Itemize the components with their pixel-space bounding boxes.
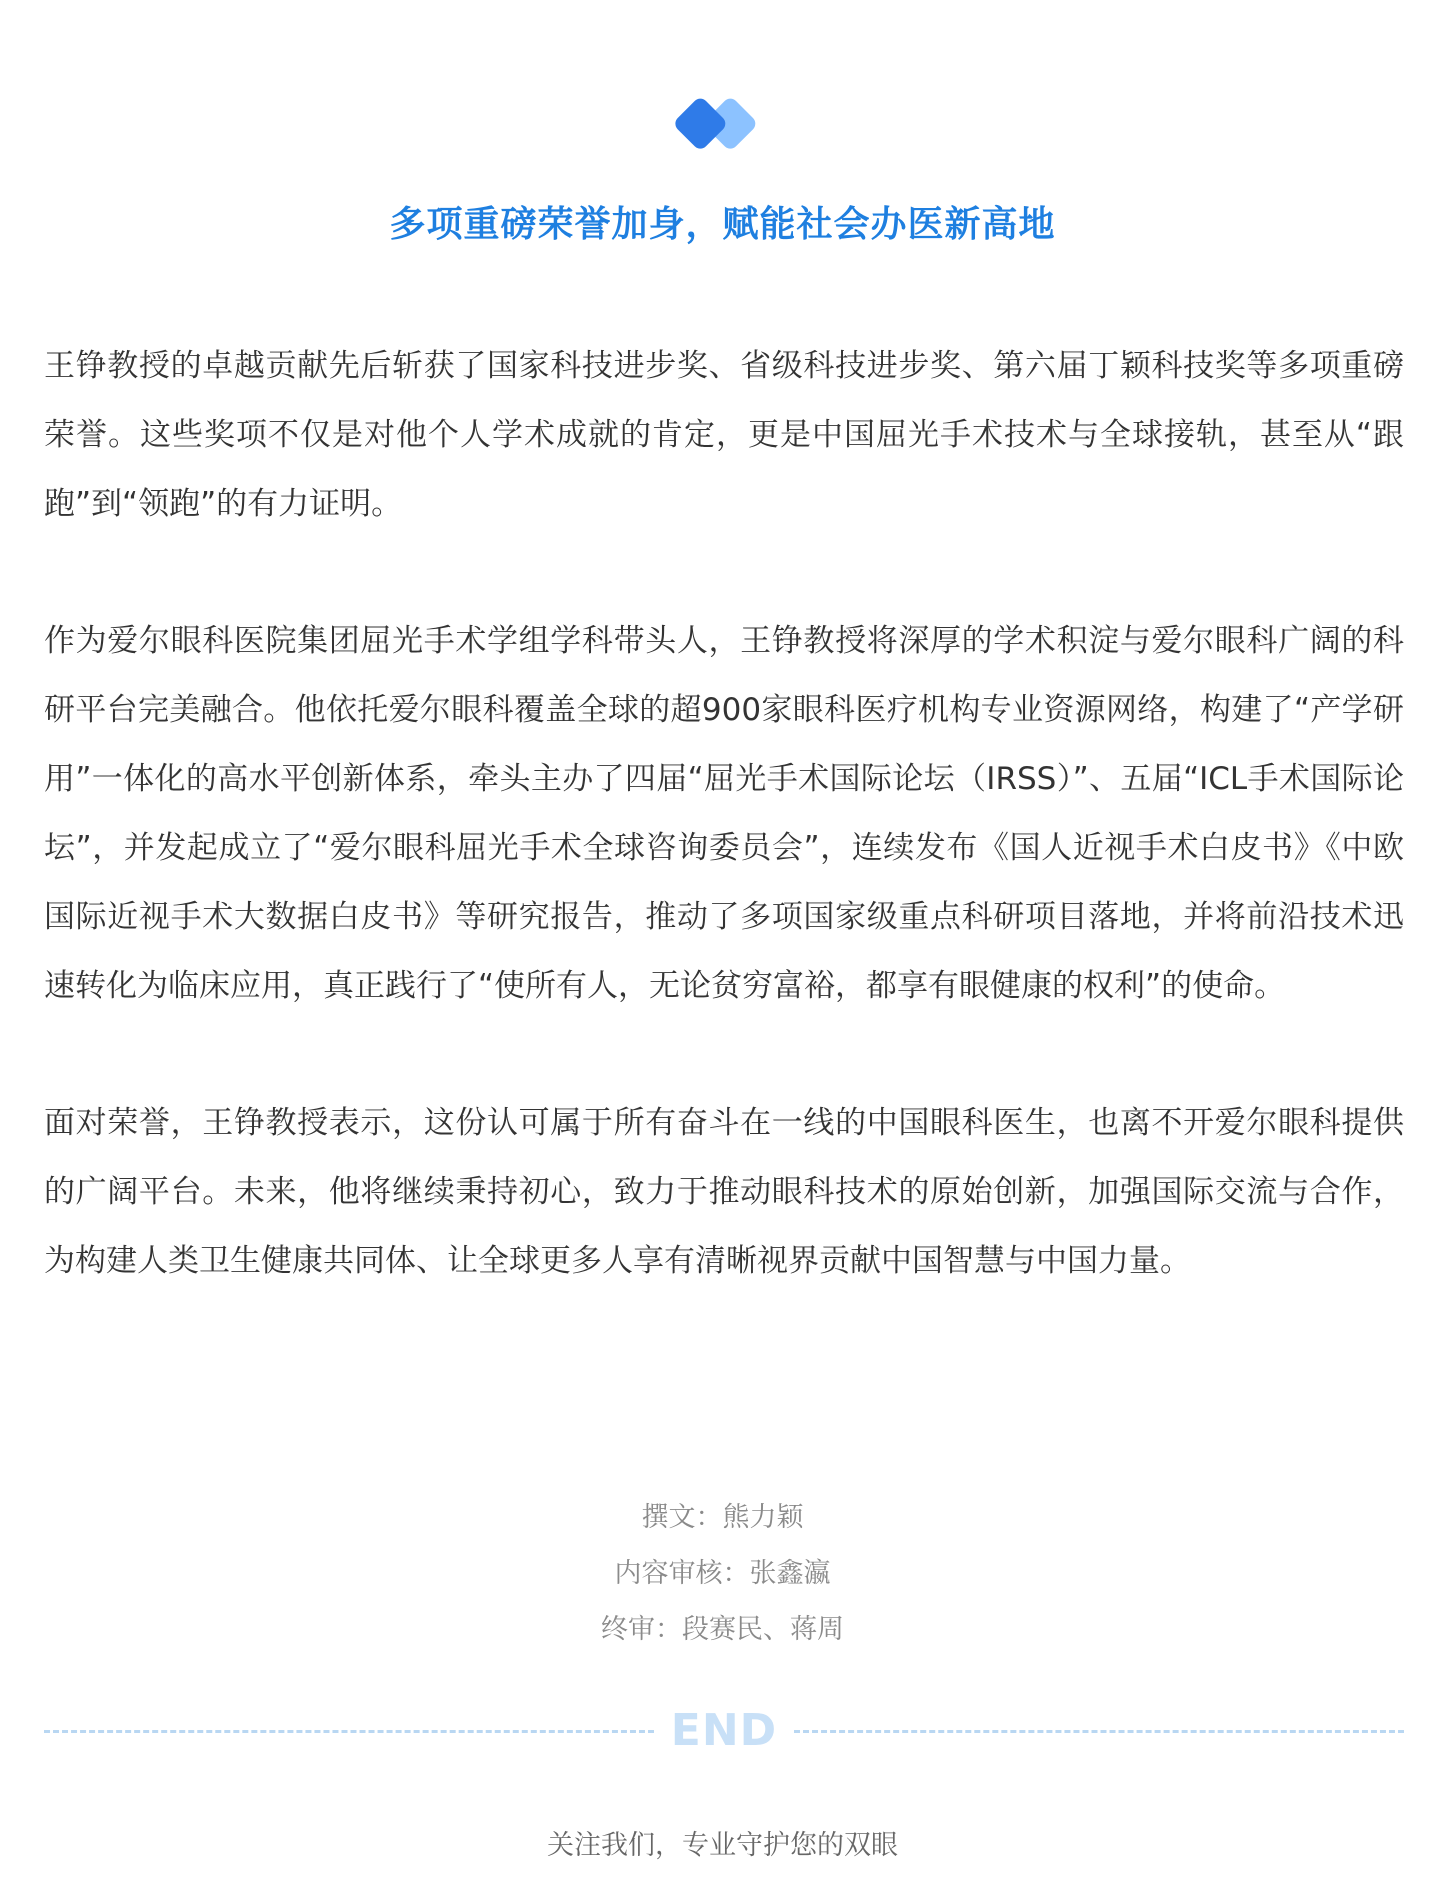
- credits: [0, 1490, 1445, 1658]
- article-body: [44, 332, 1404, 1364]
- section-title: 多项重磅荣誉加身，赋能社会办医新高地: [389, 204, 1056, 245]
- double-diamond-icon: [668, 86, 780, 166]
- credit-final-review: 终审：段赛民、蒋周: [601, 1614, 844, 1645]
- credit-reviewer: 内容审核：张鑫瀛: [614, 1558, 831, 1589]
- paragraph-awards: 王铮教授的卓越贡献先后斩获了国家科技进步奖、省级科技进步奖、第六届丁颖科技奖等多项重磅荣誉。这些奖项不仅是对他个人学术成就的肯定，更是中国屈光手术技术与全球接轨，甚至从“跟跑”到“领跑”的有力证明。: [44, 348, 1404, 522]
- footer-tagline: 关注我们，专业守护您的双眼: [547, 1830, 898, 1861]
- paragraph-future: 面对荣誉，王铮教授表示，这份认可属于所有奋斗在一线的中国眼科医生，也离不开爱尔眼科提供的广阔平台。未来，他将继续秉持初心，致力于推动眼科技术的原始创新，加强国际交流与合作，为构建人类卫生健康共同体、让全球更多人享有清晰视界贡献中国智慧与中国力量。: [44, 1105, 1404, 1279]
- paragraph-research-platform: 作为爱尔眼科医院集团屈光手术学组学科带头人，王铮教授将深厚的学术积淀与爱尔眼科广阔的科研平台完美融合。他依托爱尔眼科覆盖全球的超900家眼科医疗机构专业资源网络，构建了“产学研用”一体化的高水平创新体系，牵头主办了四届“屈光手术国际论坛（IRSS）”、五届“ICL手术国际论坛”，并发起成立了“爱尔眼科屈光手术全球咨询委员会”，连续发布《国人近视手术白皮书》《中欧国际近视手术大数据白皮书》等研究报告，推动了多项国家级重点科研项目落地，并将前沿技术迅速转化为临床应用，真正践行了“使所有人，无论贫穷富裕，都享有眼健康的权利”的使命。: [44, 623, 1404, 1004]
- end-label: END: [670, 1705, 778, 1756]
- credit-author: 撰文：熊力颖: [641, 1502, 804, 1533]
- end-divider: [44, 1706, 1404, 1756]
- end-divider-right-line: [794, 1730, 1404, 1733]
